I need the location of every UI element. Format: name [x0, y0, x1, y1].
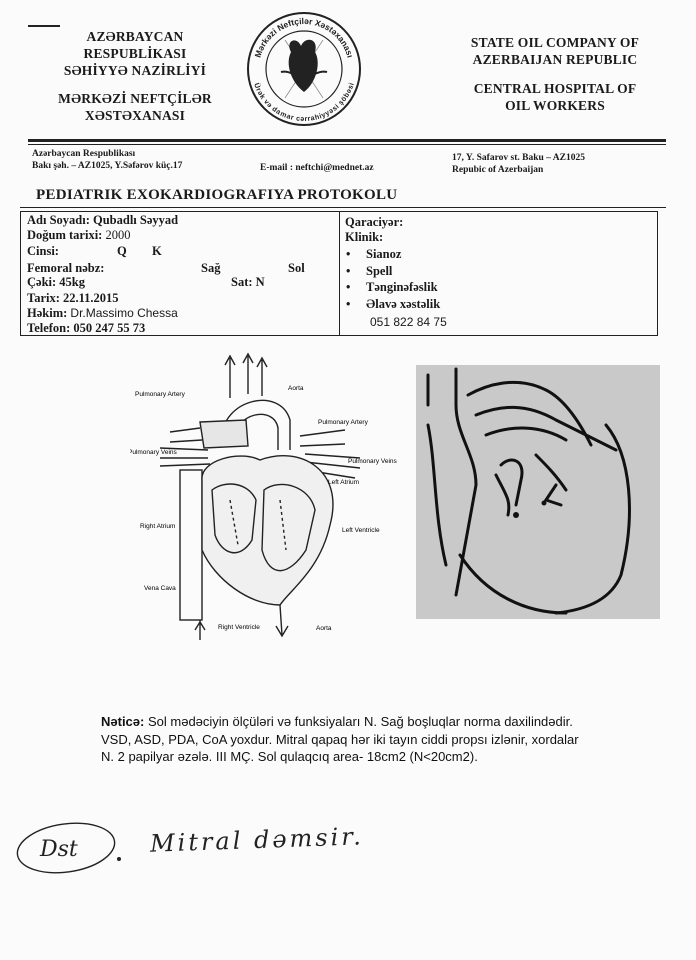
clinical-item	[346, 263, 440, 281]
address-left-line2: Bakı şəh. – AZ1025, Y.Səfərov küç.17	[32, 161, 183, 171]
company-line: STATE OIL COMPANY OF	[470, 35, 640, 50]
clinical-item	[346, 296, 441, 314]
weight-label: Çəki:	[27, 275, 57, 289]
bullet-icon: •	[346, 263, 351, 278]
hospital-line-en: CENTRAL HOSPITAL OF	[473, 81, 637, 96]
sex-label: Cinsi:	[27, 244, 59, 258]
phone-label: Telefon:	[27, 321, 71, 335]
dob-label: Doğum tarixi:	[27, 228, 103, 242]
handwritten-dot	[117, 857, 121, 861]
conclusion-text-1: Sol mədəciyin ölçüləri və funksiyaları N. Sağ boşluqlar norma daxilindədir.	[147, 714, 573, 729]
date-row	[27, 291, 119, 306]
header-rule-thick	[28, 139, 666, 142]
label-aorta-top: Aorta	[288, 385, 304, 392]
seal-emblem-icon	[245, 10, 363, 128]
handwritten-note: Mitral dəmsir.	[149, 822, 365, 858]
pulse-left: Sol	[288, 261, 305, 275]
label-right-atrium: Right Atrium	[140, 523, 176, 530]
clinical-item-label: Tənginəfəslik	[366, 280, 438, 294]
title-rule	[20, 207, 666, 208]
hospital-seal	[245, 10, 363, 128]
weight-row	[27, 275, 85, 290]
label-left-atrium: Left Atrium	[328, 479, 360, 486]
company-heading	[455, 34, 655, 68]
phone-row	[27, 321, 145, 336]
circled-note-text: Dst	[40, 837, 78, 862]
doctor-value: Dr.Massimo Chessa	[70, 306, 178, 320]
echo-sketch-svg	[416, 365, 660, 619]
name-label: Adı Soyadı:	[27, 213, 90, 227]
dob-value: 2000	[105, 228, 131, 242]
hospital-line-en: OIL WORKERS	[505, 98, 605, 113]
clinical-list	[346, 247, 441, 313]
company-line: AZERBAIJAN REPUBLIC	[472, 52, 638, 67]
conclusion-line-3: N. 2 papilyar əzələ. III MÇ. Sol qulaqcıq area- 18cm2 (N<20cm2).	[101, 749, 478, 764]
label-pulmonary-artery-right: Pulmonary Artery	[318, 419, 368, 426]
extra-phone: 051 822 84 75	[370, 315, 447, 329]
ministry-heading	[40, 28, 230, 79]
conclusion-line-1	[101, 713, 691, 731]
circle-mark-icon	[12, 818, 120, 878]
pulse-right: Sağ	[201, 261, 221, 275]
bullet-icon: •	[346, 247, 351, 261]
clinical-item-label: Spell	[366, 263, 393, 278]
email: E-mail : neftchi@mednet.az	[260, 163, 374, 173]
doctor-label: Həkim:	[27, 306, 68, 320]
conclusion-line-2: VSD, ASD, PDA, CoA yoxdur. Mitral qapaq hər iki tayın ciddi propsı izlənir, xordalar	[101, 731, 579, 747]
sex-k: K	[152, 244, 162, 258]
box-divider	[339, 212, 340, 335]
address-right	[452, 152, 672, 176]
phone-value: 050 247 55 73	[73, 321, 146, 335]
bullet-icon: •	[346, 280, 351, 294]
corner-dash	[28, 25, 60, 27]
seal-text-top: Mərkəzi Neftçilər Xəstəxanası	[252, 15, 356, 59]
ministry-line: RESPUBLİKASI	[83, 46, 187, 61]
name-value: Qubadlı Səyyad	[93, 213, 179, 227]
label-pulmonary-veins-left: Pulmonary Veins	[130, 449, 177, 456]
conclusion-block	[101, 713, 691, 766]
heart-diagram-svg	[130, 350, 405, 640]
label-left-ventricle: Left Ventricle	[342, 527, 380, 534]
dob-row	[27, 228, 130, 243]
clinical-item-label: Sianoz	[366, 247, 402, 261]
name-row	[27, 213, 178, 228]
clinic-label: Klinik:	[345, 230, 384, 244]
label-right-ventricle: Right Ventricle	[218, 624, 260, 631]
clinical-item	[346, 247, 440, 264]
ministry-line: AZƏRBAYCAN	[86, 29, 184, 44]
hospital-heading-az	[40, 90, 230, 124]
address-right-line1: 17, Y. Safarov st. Baku – AZ1025	[452, 153, 585, 163]
address-left-line1: Azərbaycan Respublikası	[32, 149, 136, 159]
weight-value: 45kg	[59, 275, 85, 289]
echo-sketch	[416, 365, 660, 619]
address-right-line2: Repubic of Azerbaijan	[452, 165, 544, 175]
pulse-row	[27, 261, 104, 276]
label-vena-cava: Vena Cava	[144, 585, 176, 592]
clinical-item-label: Əlavə xəstəlik	[366, 296, 441, 311]
seal-text-bottom: Ürək və damar cərrahiyyəsi şöbəsi	[252, 82, 356, 124]
hospital-line: MƏRKƏZİ NEFTÇİLƏR	[58, 91, 212, 106]
label-aorta-bottom: Aorta	[316, 625, 332, 632]
sex-row	[27, 244, 59, 259]
sat-label: Sat: N	[231, 275, 265, 289]
date-value: 22.11.2015	[63, 291, 119, 305]
ministry-line: SƏHİYYƏ NAZİRLİYİ	[63, 63, 207, 78]
bullet-icon: •	[346, 296, 351, 311]
hospital-heading-en	[455, 80, 655, 114]
heart-diagram	[130, 350, 405, 640]
sex-q: Q	[117, 244, 127, 258]
address-left	[32, 148, 252, 172]
hospital-line: XƏSTƏXANASI	[84, 108, 186, 123]
conclusion-label: Nəticə:	[101, 714, 145, 729]
label-pulmonary-veins-right: Pulmonary Veins	[348, 458, 397, 465]
label-pulmonary-artery-left: Pulmonary Artery	[135, 391, 185, 398]
doctor-row	[27, 306, 178, 321]
header-rule-thin	[28, 144, 666, 145]
date-label: Tarix:	[27, 291, 60, 305]
protocol-title: PEDIATRIK EXOKARDIOGRAFIYA PROTOKOLU	[36, 187, 398, 203]
referrer-label: Qaraciyər:	[345, 215, 404, 229]
clinical-item	[346, 280, 440, 297]
pulse-label: Femoral nəbz:	[27, 261, 105, 275]
handwritten-circled-note	[12, 818, 120, 878]
